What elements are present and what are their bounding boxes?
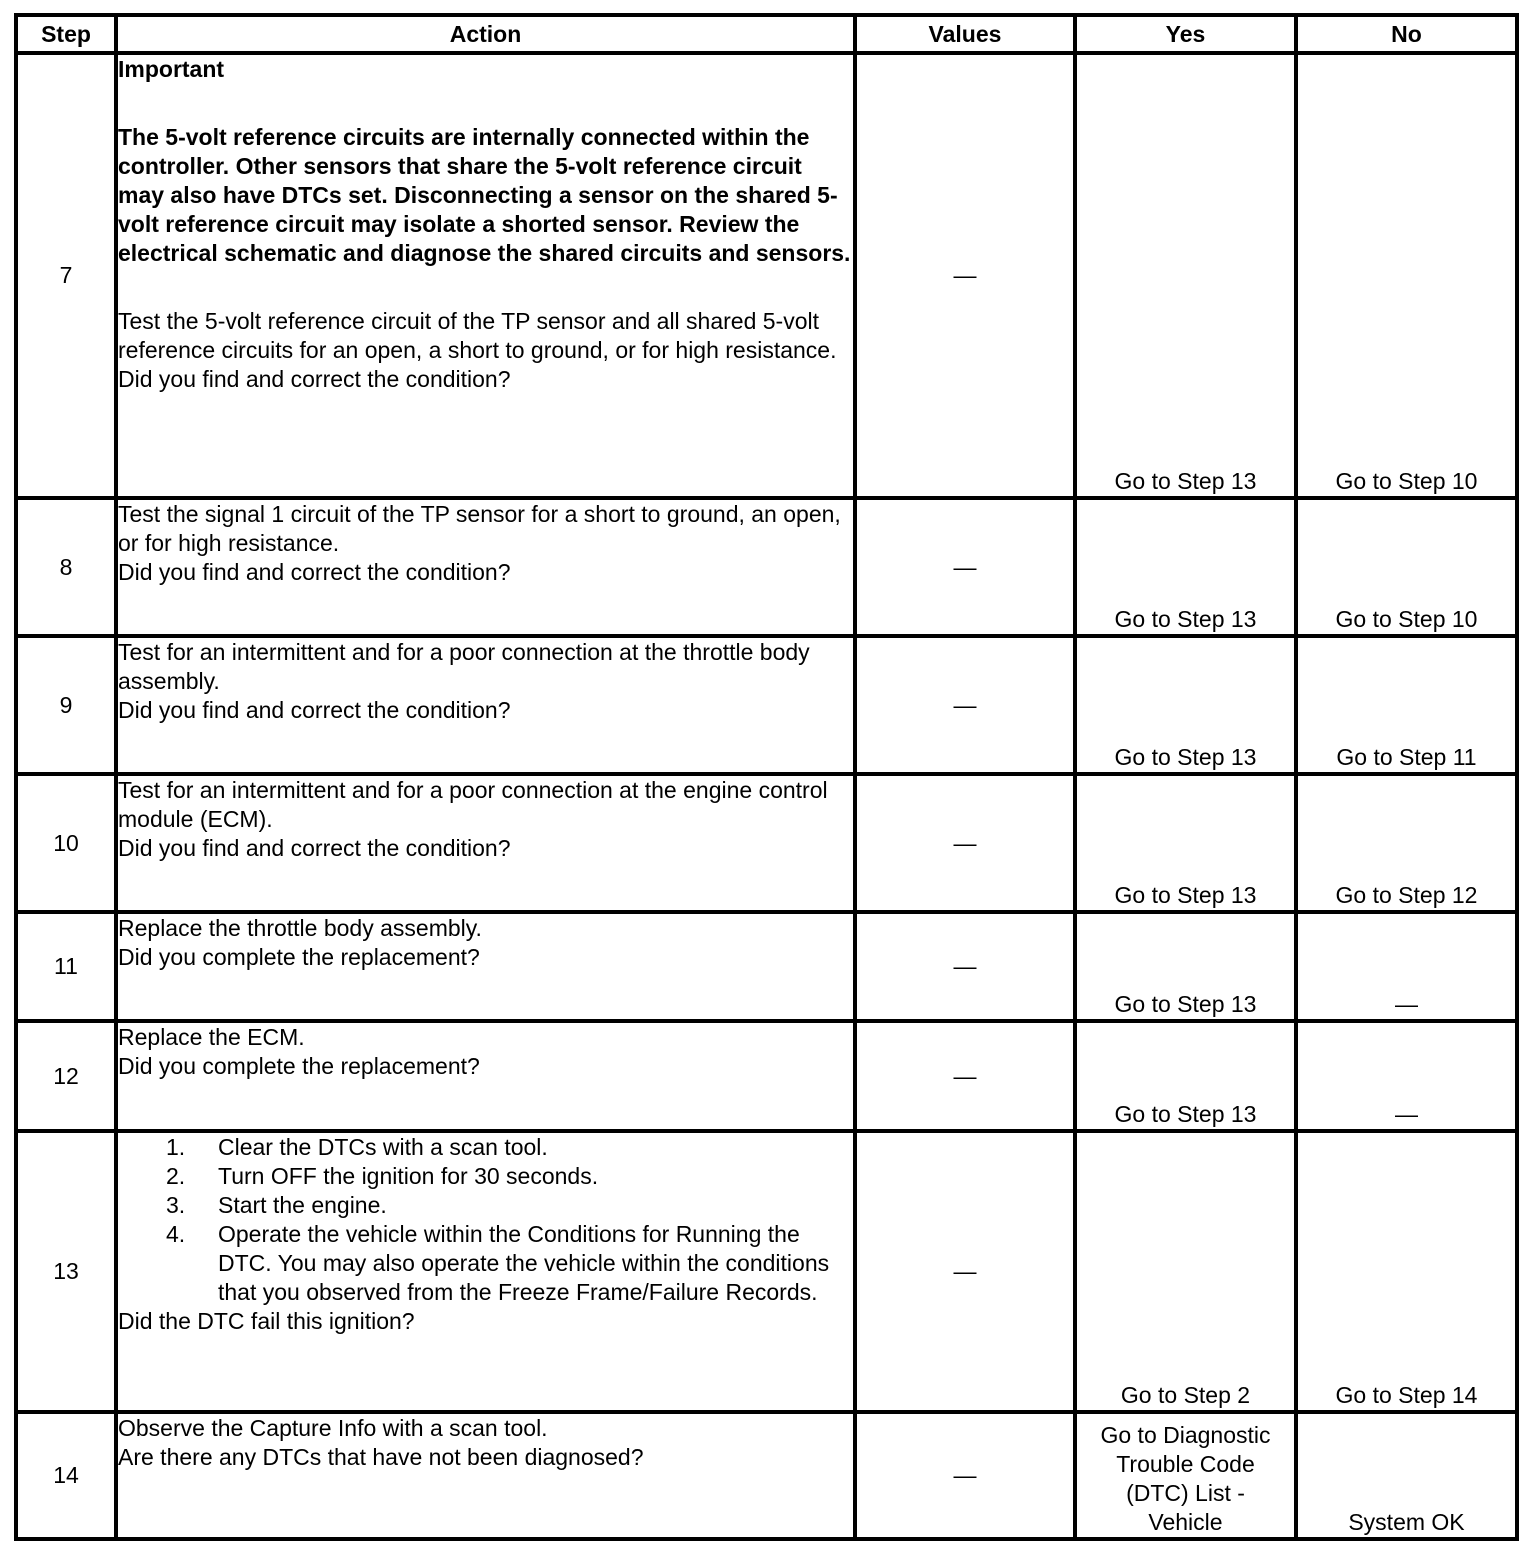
important-title: Important xyxy=(118,56,225,82)
action-question: Did you complete the replacement? xyxy=(118,944,480,970)
list-number: 1. xyxy=(166,1134,186,1160)
yes-cell: Go to Step 13 xyxy=(1075,53,1296,498)
action-instruction: Observe the Capture Info with a scan tool. xyxy=(118,1415,548,1441)
step-number: 9 xyxy=(16,636,116,774)
action-question: Did you find and correct the condition? xyxy=(118,697,511,723)
values-cell: — xyxy=(855,1412,1075,1539)
table-row xyxy=(16,1021,1517,1131)
list-item xyxy=(166,1133,853,1162)
no-cell: Go to Step 14 xyxy=(1296,1131,1517,1412)
step-number: 10 xyxy=(16,774,116,912)
diagnostic-table xyxy=(14,13,1519,1541)
values-cell: — xyxy=(855,498,1075,636)
action-cell xyxy=(116,774,855,912)
action-cell xyxy=(116,1412,855,1539)
yes-cell: Go to Step 13 xyxy=(1075,498,1296,636)
no-cell: System OK xyxy=(1296,1412,1517,1539)
table-row xyxy=(16,1412,1517,1539)
table-row xyxy=(16,636,1517,774)
values-cell: — xyxy=(855,1131,1075,1412)
action-cell xyxy=(116,498,855,636)
no-cell: Go to Step 10 xyxy=(1296,498,1517,636)
table-row xyxy=(16,498,1517,636)
action-question: Did you find and correct the condition? xyxy=(118,366,511,392)
no-cell: — xyxy=(1296,1021,1517,1131)
table-row xyxy=(16,53,1517,498)
step-number: 11 xyxy=(16,912,116,1021)
header-row xyxy=(16,15,1517,53)
no-cell: Go to Step 12 xyxy=(1296,774,1517,912)
list-text: Start the engine. xyxy=(218,1192,387,1218)
numbered-list xyxy=(118,1133,853,1307)
header-yes: Yes xyxy=(1075,15,1296,53)
step-number: 13 xyxy=(16,1131,116,1412)
important-text: The 5-volt reference circuits are internally connected within the controller. Other sensors that share the 5-volt reference circuit may also have DTCs set. Disconnecting a sensor on the shared 5-volt reference circuit may isolate a shorted sensor. Review the electrical schematic and diagnose the shared circuits and sensors. xyxy=(118,124,851,266)
action-question: Did you find and correct the condition? xyxy=(118,559,511,585)
no-cell: — xyxy=(1296,912,1517,1021)
action-question: Did you complete the replacement? xyxy=(118,1053,480,1079)
action-instruction: Test for an intermittent and for a poor connection at the engine control module (ECM). xyxy=(118,777,828,832)
yes-cell: Go to Diagnostic Trouble Code (DTC) List - Vehicle xyxy=(1075,1412,1296,1539)
list-text: Operate the vehicle within the Conditions for Running the DTC. You may also operate the vehicle within the conditions that you observed from the Freeze Frame/Failure Records. xyxy=(218,1221,830,1305)
list-item xyxy=(166,1162,853,1191)
list-number: 3. xyxy=(166,1192,186,1218)
list-text: Turn OFF the ignition for 30 seconds. xyxy=(218,1163,599,1189)
action-instruction: Test for an intermittent and for a poor connection at the throttle body assembly. xyxy=(118,639,810,694)
header-step: Step xyxy=(16,15,116,53)
action-cell xyxy=(116,53,855,498)
header-action: Action xyxy=(116,15,855,53)
list-number: 2. xyxy=(166,1163,186,1189)
yes-cell: Go to Step 13 xyxy=(1075,912,1296,1021)
values-cell: — xyxy=(855,912,1075,1021)
table-row xyxy=(16,1131,1517,1412)
step-number: 7 xyxy=(16,53,116,498)
action-question: Did the DTC fail this ignition? xyxy=(118,1308,415,1334)
step-number: 12 xyxy=(16,1021,116,1131)
action-cell xyxy=(116,1131,855,1412)
table-row xyxy=(16,912,1517,1021)
header-no: No xyxy=(1296,15,1517,53)
header-values: Values xyxy=(855,15,1075,53)
no-cell: Go to Step 11 xyxy=(1296,636,1517,774)
yes-cell: Go to Step 13 xyxy=(1075,1021,1296,1131)
values-cell: — xyxy=(855,53,1075,498)
values-cell: — xyxy=(855,636,1075,774)
action-cell xyxy=(116,1021,855,1131)
action-question: Did you find and correct the condition? xyxy=(118,835,511,861)
yes-cell: Go to Step 13 xyxy=(1075,636,1296,774)
no-cell: Go to Step 10 xyxy=(1296,53,1517,498)
step-number: 14 xyxy=(16,1412,116,1539)
action-instruction: Test the signal 1 circuit of the TP sensor for a short to ground, an open, or for high resistance. xyxy=(118,501,841,556)
values-cell: — xyxy=(855,774,1075,912)
yes-cell: Go to Step 13 xyxy=(1075,774,1296,912)
values-cell: — xyxy=(855,1021,1075,1131)
action-cell xyxy=(116,912,855,1021)
yes-cell: Go to Step 2 xyxy=(1075,1131,1296,1412)
action-question: Are there any DTCs that have not been diagnosed? xyxy=(118,1444,644,1470)
step-number: 8 xyxy=(16,498,116,636)
list-number: 4. xyxy=(166,1221,186,1247)
action-instruction: Replace the ECM. xyxy=(118,1024,305,1050)
list-item xyxy=(166,1220,853,1307)
action-cell xyxy=(116,636,855,774)
action-instruction: Replace the throttle body assembly. xyxy=(118,915,482,941)
action-instruction: Test the 5-volt reference circuit of the TP sensor and all shared 5-volt reference circuits for an open, a short to ground, or for high resistance. xyxy=(118,308,837,363)
list-text: Clear the DTCs with a scan tool. xyxy=(218,1134,548,1160)
list-item xyxy=(166,1191,853,1220)
table-row xyxy=(16,774,1517,912)
